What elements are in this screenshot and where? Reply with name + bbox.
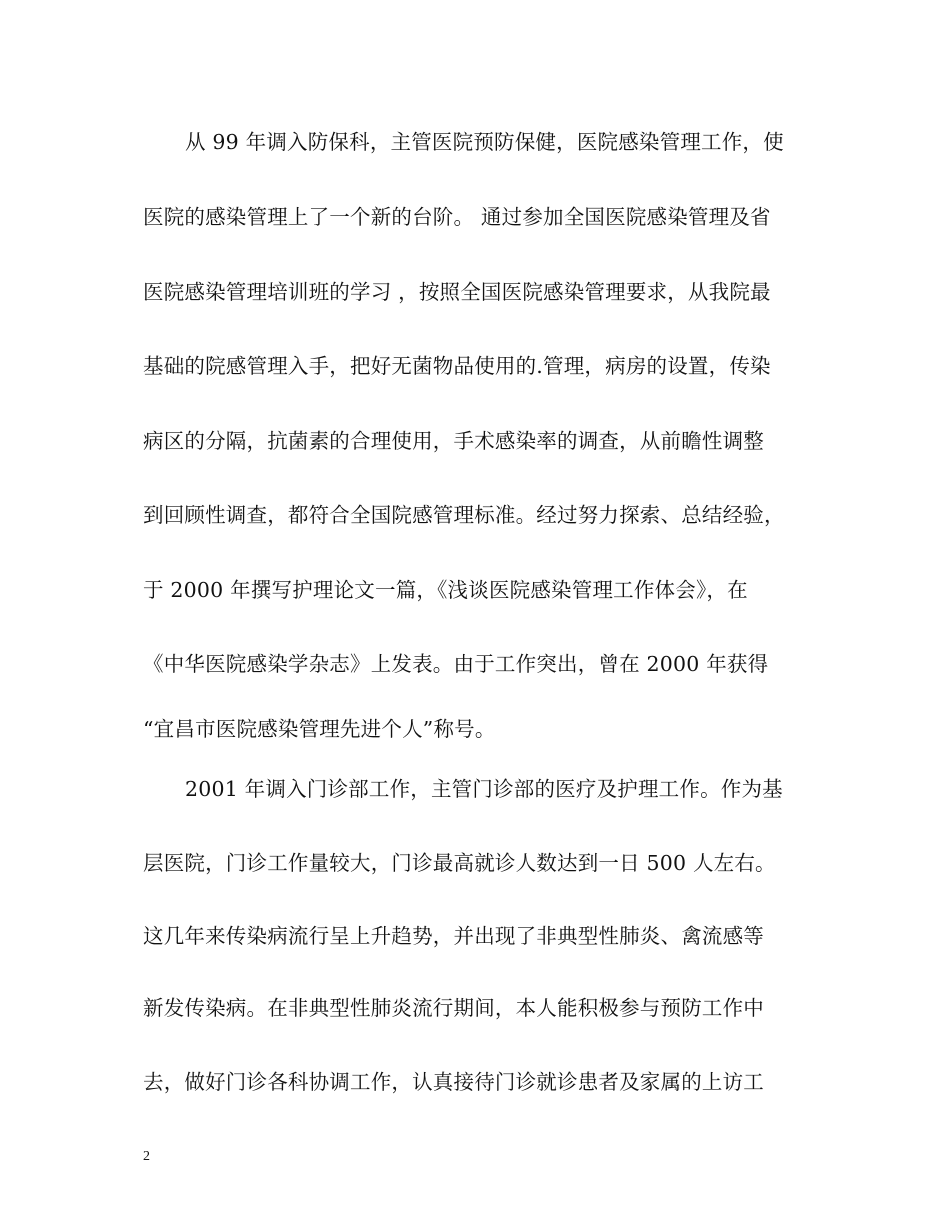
text-line: 于 2000 年撰写护理论文一篇，《浅谈医院感染管理工作体会》，在 [143,578,748,602]
text-line: 这几年来传染病流行呈上升趋势，并出现了非典型性肺炎、禽流感等 [143,924,764,948]
text-line: 新发传染病。在非典型性肺炎流行期间，本人能积极参与预防工作中 [143,996,764,1020]
text-line: 到回顾性调查，都符合全国院感管理标准。经过努力探索、总结经验， [143,503,785,527]
text-line: 医院的感染管理上了一个新的台阶。 通过参加全国医院感染管理及省 [143,205,771,229]
text-line: “宜昌市医院感染管理先进个人”称号。 [143,717,496,741]
text-line: 层医院，门诊工作量较大，门诊最高就诊人数达到一日 500 人左右。 [143,851,776,875]
text-line: 去，做好门诊各科协调工作，认真接待门诊就诊患者及家属的上访工 [143,1070,764,1094]
text-line: 从 99 年调入防保科，主管医院预防保健，医院感染管理工作，使 [185,130,784,154]
text-line: 医院感染管理培训班的学习 ，按照全国医院感染管理要求，从我院最 [143,280,771,304]
text-line: 2001 年调入门诊部工作，主管门诊部的医疗及护理工作。作为基 [185,777,783,801]
text-line: 基础的院感管理入手，把好无菌物品使用的.管理，病房的设置，传染 [143,354,771,378]
text-line: 《中华医院感染学杂志》上发表。由于工作突出，曾在 2000 年获得 [143,652,769,676]
text-line: 病区的分隔，抗菌素的合理使用，手术感染率的调查，从前瞻性调整 [143,429,764,453]
page-number: 2 [143,1149,150,1164]
